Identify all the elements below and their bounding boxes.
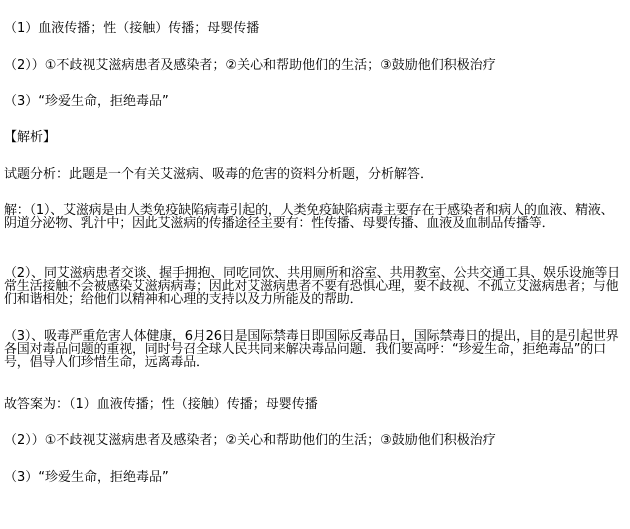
analysis-intro: 试题分析：此题是一个有关艾滋病、吸毒的危害的资料分析题，分析解答． [4, 167, 434, 182]
answer-line-1: （1）血液传播；性（接触）传播；母婴传播 [4, 21, 260, 36]
analysis-paragraph-2: （2）、同艾滋病患者交谈、握手拥抱、同吃同饮、共用厕所和浴室、共用教室、公共交通工具、娱乐设施等日常生活接触不会被感染艾滋病病毒；因此对艾滋病患者不要有恐惧心理，要不歧视、不孤立艾滋病患者；与他们和谐相处；给他们以精神和心理的支持以及力所能及的帮助． [4, 266, 620, 307]
analysis-paragraph-3: （3）、吸毒严重危害人体健康，6月26日是国际禁毒日即国际反毒品日，国际禁毒日的提出，目的是引起世界各国对毒品问题的重视，同时号召全球人民共同来解决毒品问题．我们要高呼：“珍爱生命，拒绝毒品”的口号，倡导人们珍惜生命，远离毒品． [4, 329, 619, 370]
final-answer-line-1: 故答案为：（1）血液传播；性（接触）传播；母婴传播 [4, 397, 318, 412]
analysis-paragraph-1: 解：（1）、艾滋病是由人类免疫缺陷病毒引起的，人类免疫缺陷病毒主要存在于感染者和病人的血液、精液、阴道分泌物、乳汁中；因此艾滋病的传播途径主要有：性传播、母婴传播、血液及血制品传播等． [4, 203, 614, 231]
final-answer-line-3: （3）“珍爱生命，拒绝毒品” [4, 470, 169, 485]
answer-line-2: （2））①不歧视艾滋病患者及感染者；②关心和帮助他们的生活；③鼓励他们积极治疗 [4, 58, 496, 73]
analysis-heading: 【解析】 [4, 130, 57, 145]
final-answer-line-2: （2））①不歧视艾滋病患者及感染者；②关心和帮助他们的生活；③鼓励他们积极治疗 [4, 433, 496, 448]
answer-line-3: （3）“珍爱生命，拒绝毒品” [4, 94, 169, 109]
